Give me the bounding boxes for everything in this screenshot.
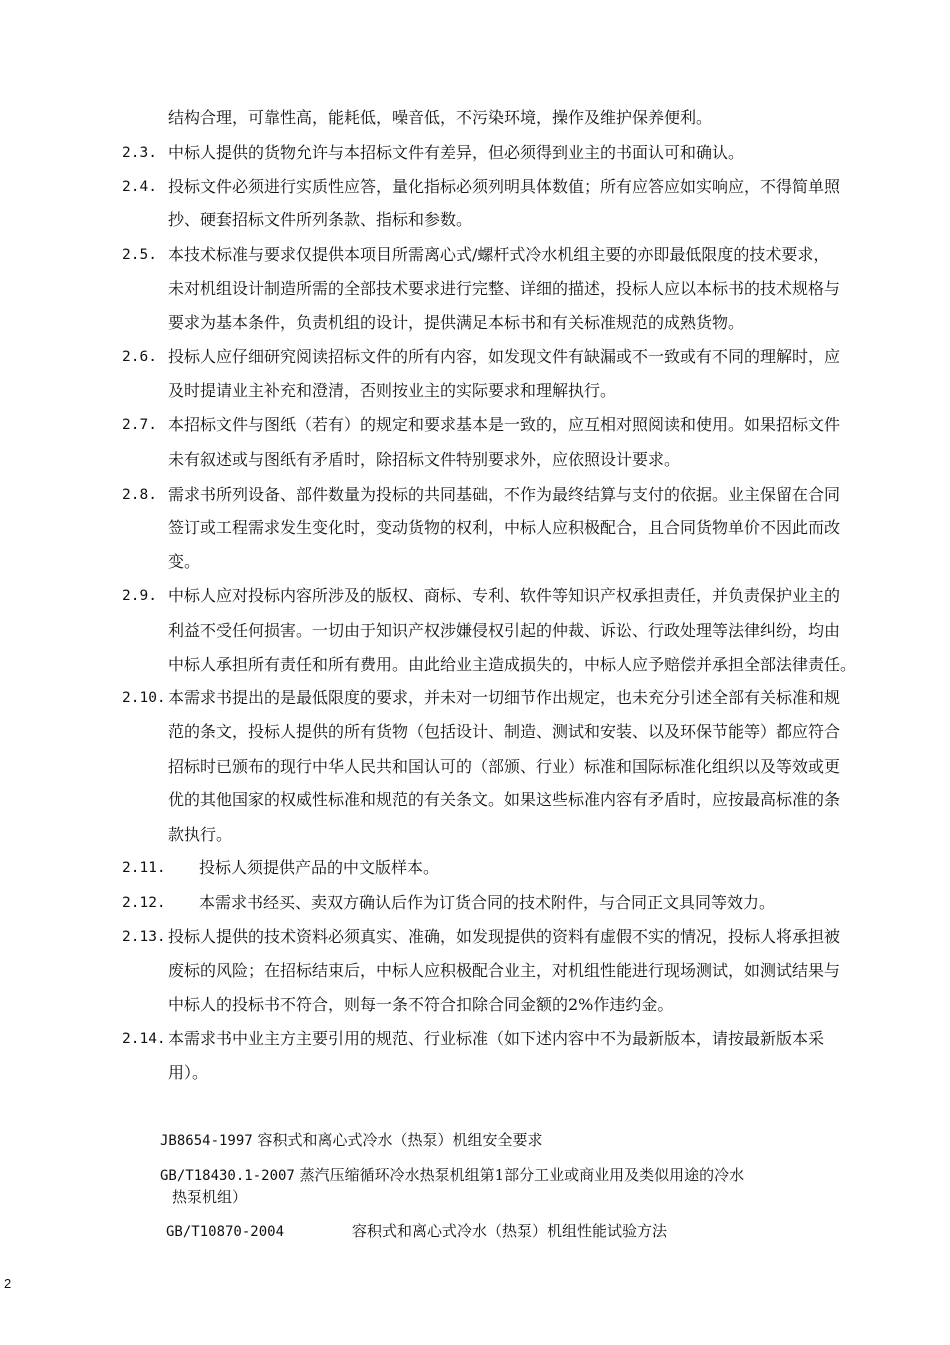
- item-text: 中标人应对投标内容所涉及的版权、商标、专利、软件等知识产权承担责任，并负责保护业主的: [168, 586, 841, 605]
- item-text: 本需求书中业主方主要引用的规范、行业标准（如下述内容中不为最新版本，请按最新版本采: [168, 1029, 825, 1048]
- reference-title-continuation: 热泵机组）: [172, 1188, 248, 1206]
- item-text: 中标人的投标书不符合，则每一条不符合扣除合同金额的2%作违约金。: [168, 995, 674, 1014]
- item-text: 需求书所列设备、部件数量为投标的共同基础，不作为最终结算与支付的依据。业主保留在合同: [168, 485, 841, 504]
- item-text: 本需求书提出的是最低限度的要求，并未对一切细节作出规定，也未充分引述全部有关标准和规: [168, 688, 841, 707]
- item-number: 2.8.: [122, 487, 157, 503]
- item-text: 未对机组设计制造所需的全部技术要求进行完整、详细的描述，投标人应以本标书的技术规格与: [168, 279, 841, 298]
- item-text: 变。: [168, 552, 201, 571]
- item-text: 废标的风险；在招标结束后，中标人应积极配合业主，对机组性能进行现场测试，如测试结果与: [168, 961, 841, 980]
- item-text: 签订或工程需求发生变化时，变动货物的权利，中标人应积极配合，且合同货物单价不因此而改: [168, 518, 841, 537]
- item-number: 2.4.: [122, 179, 157, 195]
- reference-code: GB/T18430.1-2007: [160, 1168, 295, 1184]
- item-number: 2.5.: [122, 247, 157, 263]
- item-text: 未有叙述或与图纸有矛盾时，除招标文件特别要求外，应依照设计要求。: [168, 450, 681, 469]
- item-text: 本技术标准与要求仅提供本项目所需离心式/螺杆式冷水机组主要的亦即最低限度的技术要求，: [168, 245, 830, 264]
- item-number: 2.13.: [122, 929, 166, 945]
- item-text: 范的条文，投标人提供的所有货物（包括设计、制造、测试和安装、以及环保节能等）都应符合: [168, 722, 841, 741]
- reference-title: 容积式和离心式冷水（热泵）机组性能试验方法: [352, 1222, 668, 1240]
- reference-entry: [160, 1130, 543, 1151]
- item-number: 2.14.: [122, 1031, 166, 1047]
- reference-code: GB/T10870-2004: [166, 1224, 285, 1240]
- item-text: 投标文件必须进行实质性应答，量化指标必须列明具体数值；所有应答应如实响应，不得简单照: [168, 177, 841, 196]
- item-text: 本需求书经买、卖双方确认后作为订货合同的技术附件，与合同正文具同等效力。: [199, 893, 776, 912]
- item-number: 2.7.: [122, 417, 157, 433]
- item-text: 优的其他国家的权威性标准和规范的有关条文。如果这些标准内容有矛盾时，应按最高标准的条: [168, 790, 841, 809]
- page-number: 2: [4, 1276, 12, 1291]
- intro-line: 结构合理，可靠性高，能耗低，噪音低，不污染环境，操作及维护保养便利。: [168, 108, 713, 127]
- reference-entry: [160, 1165, 744, 1186]
- item-text: 及时提请业主补充和澄清，否则按业主的实际要求和理解执行。: [168, 381, 617, 400]
- item-text: 抄、硬套招标文件所列条款、指标和参数。: [168, 210, 473, 229]
- item-number: 2.10.: [122, 690, 166, 706]
- reference-entry: [166, 1221, 284, 1242]
- item-text: 中标人承担所有责任和所有费用。由此给业主造成损失的，中标人应予赔偿并承担全部法律责任。: [168, 655, 857, 674]
- item-text: 利益不受任何损害。一切由于知识产权涉嫌侵权引起的仲裁、诉讼、行政处理等法律纠纷，均由: [168, 621, 841, 640]
- item-number: 2.12.: [122, 895, 166, 911]
- item-text: 本招标文件与图纸（若有）的规定和要求基本是一致的，应互相对照阅读和使用。如果招标文件: [168, 415, 841, 434]
- item-text: 中标人提供的货物允许与本招标文件有差异，但必须得到业主的书面认可和确认。: [168, 143, 745, 162]
- item-text: 款执行。: [168, 825, 233, 844]
- item-text: 投标人须提供产品的中文版样本。: [199, 858, 440, 877]
- item-text: 招标时已颁布的现行中华人民共和国认可的（部颁、行业）标准和国际标准化组织以及等效或更: [168, 757, 841, 776]
- reference-code: JB8654-1997: [160, 1133, 253, 1149]
- reference-title: 容积式和离心式冷水（热泵）机组安全要求: [257, 1131, 543, 1149]
- reference-title: 蒸汽压缩循环冷水热泵机组第1部分工业或商业用及类似用途的冷水: [299, 1166, 745, 1184]
- item-text: 要求为基本条件，负责机组的设计，提供满足本标书和有关标准规范的成熟货物。: [168, 313, 745, 332]
- item-text: 投标人应仔细研究阅读招标文件的所有内容，如发现文件有缺漏或不一致或有不同的理解时，应: [168, 347, 841, 366]
- item-number: 2.11.: [122, 860, 166, 876]
- item-number: 2.6.: [122, 349, 157, 365]
- item-number: 2.9.: [122, 588, 157, 604]
- item-text: 用）。: [168, 1063, 209, 1082]
- item-number: 2.3.: [122, 145, 157, 161]
- item-text: 投标人提供的技术资料必须真实、准确，如发现提供的资料有虚假不实的情况，投标人将承担被: [168, 927, 841, 946]
